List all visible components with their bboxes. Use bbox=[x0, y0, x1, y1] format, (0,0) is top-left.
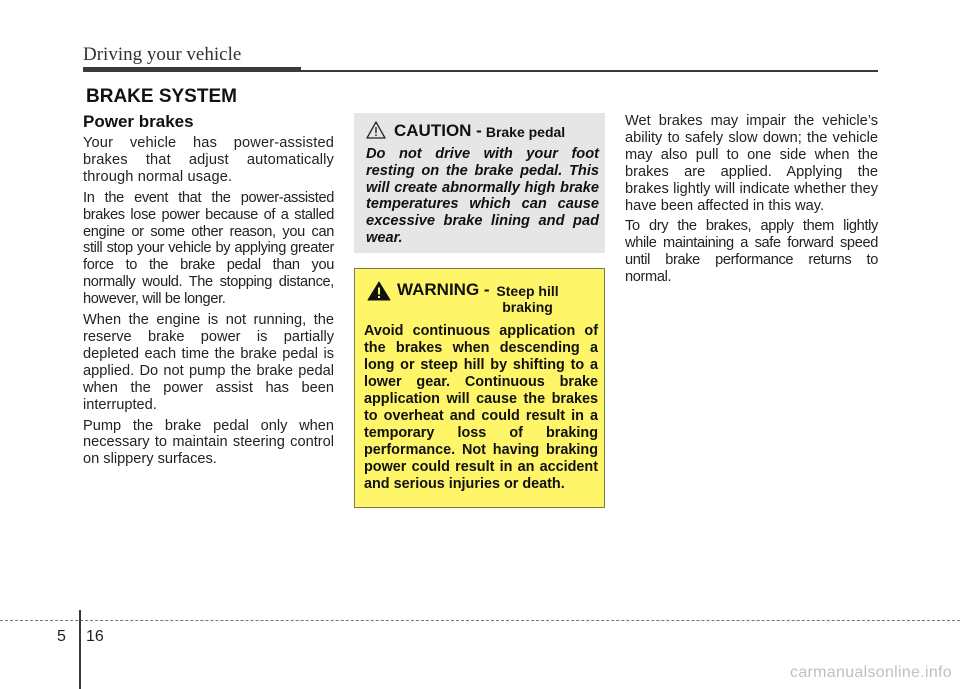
footer-vertical-rule bbox=[79, 610, 81, 689]
paragraph: In the event that the power-assisted brakes lose power because of a stalled engine or some other reason, you can still stop your vehicle by applying greater force to the brake pedal than you normally would. The stopping distance, however, will be longer. bbox=[83, 189, 334, 308]
caution-subject: Brake pedal bbox=[485, 124, 566, 140]
warning-box bbox=[354, 268, 605, 508]
paragraph: Wet brakes may impair the vehicle’s ability to safely slow down; the vehicle may also pull to one side when the brakes are applied. Applying the brakes lightly will indicate whether they have been affected in this way. bbox=[625, 113, 878, 214]
caution-header bbox=[366, 121, 599, 141]
section-title: BRAKE SYSTEM bbox=[86, 86, 237, 107]
watermark: carmanualsonline.info bbox=[790, 664, 952, 681]
page-number: 16 bbox=[86, 628, 104, 645]
header-rule-thick bbox=[83, 67, 301, 72]
paragraph: To dry the brakes, apply them lightly while maintaining a safe forward speed until brake performance returns to normal. bbox=[625, 218, 878, 286]
warning-triangle-icon bbox=[367, 281, 391, 301]
warning-header bbox=[364, 279, 598, 315]
warning-label: WARNING - bbox=[397, 280, 490, 299]
warning-text: Avoid continuous application of the brakes when descending a long or steep hill by shifting to a lower gear. Continuous brake application will cause the brakes to overheat and could result in a temporary loss of braking performance. Not having braking power could result in an accident and serious injuries or death. bbox=[364, 323, 598, 492]
right-column bbox=[625, 113, 878, 290]
paragraph: Your vehicle has power-assisted brakes that adjust automatically through normal usage. bbox=[83, 135, 334, 185]
paragraph: When the engine is not running, the reserve brake power is partially depleted each time the brake pedal is applied. Do not pump the brake pedal when the power assist has been interrupted. bbox=[83, 312, 334, 413]
chapter-number: 5 bbox=[57, 628, 66, 645]
footer-dashed-rule bbox=[0, 620, 960, 621]
header-rule-thin bbox=[301, 70, 878, 72]
warning-subject: Steep hill braking bbox=[496, 283, 559, 315]
caution-text: Do not drive with your foot resting on the brake pedal. This will create abnormally high brake temperatures which can cause excessive brake lining and pad wear. bbox=[366, 146, 599, 246]
subheading-power-brakes: Power brakes bbox=[83, 112, 194, 131]
caution-box bbox=[354, 113, 605, 253]
running-header: Driving your vehicle bbox=[83, 44, 242, 65]
left-column bbox=[83, 112, 334, 472]
paragraph: Pump the brake pedal only when necessary to maintain steering control on slippery surfaces. bbox=[83, 417, 334, 468]
caution-label: CAUTION - bbox=[394, 121, 482, 140]
caution-triangle-icon bbox=[366, 121, 386, 139]
